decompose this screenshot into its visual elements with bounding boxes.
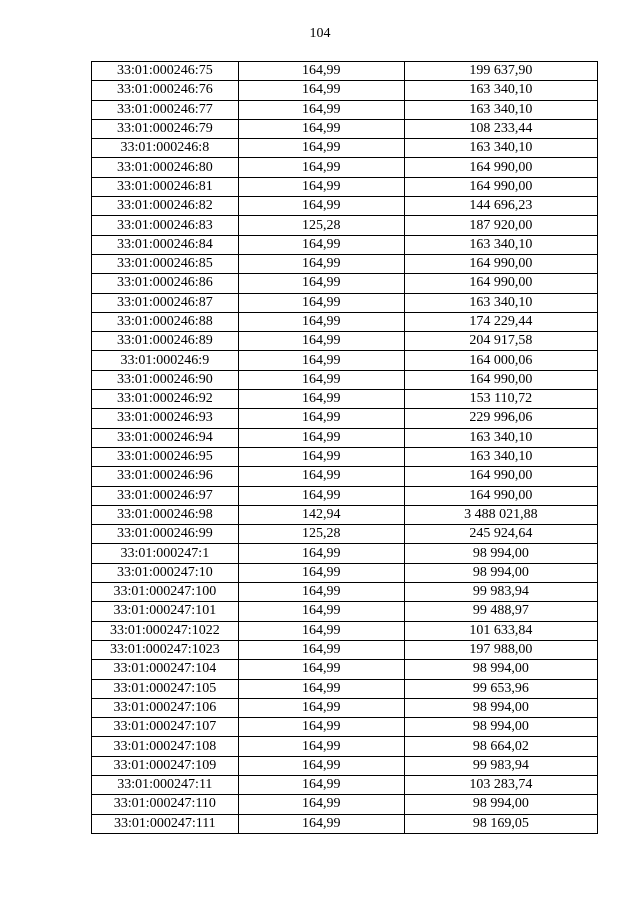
value-cell: 101 633,84 [404, 621, 597, 640]
cadastral-number-cell: 33:01:000247:108 [92, 737, 239, 756]
rate-cell: 164,99 [238, 660, 404, 679]
table-row [92, 563, 598, 582]
table-row [92, 718, 598, 737]
value-cell: 197 988,00 [404, 640, 597, 659]
value-cell: 163 340,10 [404, 81, 597, 100]
value-cell: 98 994,00 [404, 563, 597, 582]
cadastral-number-cell: 33:01:000247:10 [92, 563, 239, 582]
cadastral-number-cell: 33:01:000246:84 [92, 235, 239, 254]
rate-cell: 164,99 [238, 158, 404, 177]
cadastral-number-cell: 33:01:000247:109 [92, 756, 239, 775]
rate-cell: 164,99 [238, 235, 404, 254]
cadastral-number-cell: 33:01:000246:9 [92, 351, 239, 370]
cadastral-table [91, 61, 598, 834]
value-cell: 144 696,23 [404, 197, 597, 216]
rate-cell: 164,99 [238, 177, 404, 196]
rate-cell: 164,99 [238, 62, 404, 81]
rate-cell: 164,99 [238, 390, 404, 409]
cadastral-number-cell: 33:01:000246:83 [92, 216, 239, 235]
value-cell: 153 110,72 [404, 390, 597, 409]
rate-cell: 164,99 [238, 775, 404, 794]
rate-cell: 164,99 [238, 100, 404, 119]
value-cell: 98 994,00 [404, 660, 597, 679]
rate-cell: 164,99 [238, 312, 404, 331]
table-row [92, 409, 598, 428]
table-row [92, 81, 598, 100]
value-cell: 199 637,90 [404, 62, 597, 81]
rate-cell: 164,99 [238, 447, 404, 466]
table-row [92, 583, 598, 602]
value-cell: 163 340,10 [404, 235, 597, 254]
rate-cell: 164,99 [238, 814, 404, 833]
cadastral-number-cell: 33:01:000247:11 [92, 775, 239, 794]
cadastral-number-cell: 33:01:000247:105 [92, 679, 239, 698]
cadastral-number-cell: 33:01:000247:107 [92, 718, 239, 737]
cadastral-number-cell: 33:01:000247:104 [92, 660, 239, 679]
rate-cell: 164,99 [238, 409, 404, 428]
cadastral-number-cell: 33:01:000246:93 [92, 409, 239, 428]
value-cell: 174 229,44 [404, 312, 597, 331]
table-row [92, 467, 598, 486]
rate-cell: 164,99 [238, 621, 404, 640]
value-cell: 164 990,00 [404, 370, 597, 389]
rate-cell: 164,99 [238, 698, 404, 717]
rate-cell: 164,99 [238, 640, 404, 659]
rate-cell: 164,99 [238, 274, 404, 293]
rate-cell: 164,99 [238, 428, 404, 447]
cadastral-number-cell: 33:01:000246:8 [92, 139, 239, 158]
value-cell: 3 488 021,88 [404, 505, 597, 524]
cadastral-number-cell: 33:01:000246:96 [92, 467, 239, 486]
cadastral-number-cell: 33:01:000247:110 [92, 795, 239, 814]
table-row [92, 197, 598, 216]
value-cell: 164 990,00 [404, 467, 597, 486]
table-row [92, 235, 598, 254]
value-cell: 99 983,94 [404, 583, 597, 602]
value-cell: 245 924,64 [404, 525, 597, 544]
table-row [92, 428, 598, 447]
rate-cell: 164,99 [238, 119, 404, 138]
table-row [92, 274, 598, 293]
cadastral-number-cell: 33:01:000246:86 [92, 274, 239, 293]
cadastral-number-cell: 33:01:000246:99 [92, 525, 239, 544]
value-cell: 98 994,00 [404, 718, 597, 737]
table-row [92, 351, 598, 370]
table-body [92, 62, 598, 834]
value-cell: 103 283,74 [404, 775, 597, 794]
page-number: 104 [309, 26, 331, 41]
value-cell: 164 000,06 [404, 351, 597, 370]
value-cell: 164 990,00 [404, 486, 597, 505]
table-row [92, 814, 598, 833]
table-row [92, 640, 598, 659]
table-row [92, 370, 598, 389]
value-cell: 163 340,10 [404, 100, 597, 119]
rate-cell: 164,99 [238, 332, 404, 351]
cadastral-number-cell: 33:01:000247:100 [92, 583, 239, 602]
table-row [92, 737, 598, 756]
rate-cell: 164,99 [238, 756, 404, 775]
table-row [92, 544, 598, 563]
table-row [92, 505, 598, 524]
table-row [92, 602, 598, 621]
cadastral-number-cell: 33:01:000246:92 [92, 390, 239, 409]
table-row [92, 62, 598, 81]
table-row [92, 775, 598, 794]
value-cell: 204 917,58 [404, 332, 597, 351]
table-row [92, 756, 598, 775]
table-row [92, 100, 598, 119]
value-cell: 98 994,00 [404, 698, 597, 717]
table-row [92, 216, 598, 235]
cadastral-number-cell: 33:01:000246:77 [92, 100, 239, 119]
table-row [92, 254, 598, 273]
cadastral-number-cell: 33:01:000246:89 [92, 332, 239, 351]
rate-cell: 164,99 [238, 370, 404, 389]
rate-cell: 164,99 [238, 351, 404, 370]
rate-cell: 125,28 [238, 525, 404, 544]
rate-cell: 164,99 [238, 254, 404, 273]
value-cell: 98 169,05 [404, 814, 597, 833]
table-row [92, 698, 598, 717]
cadastral-number-cell: 33:01:000246:95 [92, 447, 239, 466]
rate-cell: 164,99 [238, 467, 404, 486]
table-row [92, 177, 598, 196]
cadastral-number-cell: 33:01:000246:98 [92, 505, 239, 524]
value-cell: 163 340,10 [404, 428, 597, 447]
table-row [92, 312, 598, 331]
rate-cell: 142,94 [238, 505, 404, 524]
value-cell: 163 340,10 [404, 447, 597, 466]
cadastral-number-cell: 33:01:000247:101 [92, 602, 239, 621]
cadastral-number-cell: 33:01:000247:1022 [92, 621, 239, 640]
rate-cell: 164,99 [238, 602, 404, 621]
rate-cell: 164,99 [238, 583, 404, 602]
rate-cell: 164,99 [238, 486, 404, 505]
value-cell: 99 488,97 [404, 602, 597, 621]
rate-cell: 164,99 [238, 197, 404, 216]
value-cell: 164 990,00 [404, 158, 597, 177]
value-cell: 164 990,00 [404, 274, 597, 293]
value-cell: 99 983,94 [404, 756, 597, 775]
rate-cell: 125,28 [238, 216, 404, 235]
cadastral-number-cell: 33:01:000246:76 [92, 81, 239, 100]
cadastral-number-cell: 33:01:000246:81 [92, 177, 239, 196]
cadastral-number-cell: 33:01:000246:79 [92, 119, 239, 138]
value-cell: 98 994,00 [404, 544, 597, 563]
cadastral-number-cell: 33:01:000246:82 [92, 197, 239, 216]
value-cell: 108 233,44 [404, 119, 597, 138]
value-cell: 229 996,06 [404, 409, 597, 428]
value-cell: 98 994,00 [404, 795, 597, 814]
table-row [92, 139, 598, 158]
cadastral-number-cell: 33:01:000246:88 [92, 312, 239, 331]
cadastral-number-cell: 33:01:000246:94 [92, 428, 239, 447]
cadastral-number-cell: 33:01:000246:80 [92, 158, 239, 177]
rate-cell: 164,99 [238, 795, 404, 814]
table-row [92, 119, 598, 138]
cadastral-number-cell: 33:01:000246:87 [92, 293, 239, 312]
cadastral-number-cell: 33:01:000247:1023 [92, 640, 239, 659]
table-row [92, 525, 598, 544]
table-row [92, 679, 598, 698]
cadastral-number-cell: 33:01:000246:75 [92, 62, 239, 81]
cadastral-number-cell: 33:01:000246:85 [92, 254, 239, 273]
rate-cell: 164,99 [238, 679, 404, 698]
cadastral-number-cell: 33:01:000247:1 [92, 544, 239, 563]
table-row [92, 447, 598, 466]
rate-cell: 164,99 [238, 81, 404, 100]
cadastral-number-cell: 33:01:000247:106 [92, 698, 239, 717]
value-cell: 99 653,96 [404, 679, 597, 698]
value-cell: 163 340,10 [404, 139, 597, 158]
cadastral-number-cell: 33:01:000247:111 [92, 814, 239, 833]
table-row [92, 795, 598, 814]
cadastral-number-cell: 33:01:000246:90 [92, 370, 239, 389]
value-cell: 187 920,00 [404, 216, 597, 235]
rate-cell: 164,99 [238, 563, 404, 582]
table-row [92, 158, 598, 177]
table-row [92, 621, 598, 640]
value-cell: 163 340,10 [404, 293, 597, 312]
rate-cell: 164,99 [238, 544, 404, 563]
rate-cell: 164,99 [238, 293, 404, 312]
rate-cell: 164,99 [238, 139, 404, 158]
table-row [92, 332, 598, 351]
cadastral-number-cell: 33:01:000246:97 [92, 486, 239, 505]
table-row [92, 660, 598, 679]
table-row [92, 486, 598, 505]
table-row [92, 390, 598, 409]
table-row [92, 293, 598, 312]
value-cell: 164 990,00 [404, 254, 597, 273]
rate-cell: 164,99 [238, 718, 404, 737]
rate-cell: 164,99 [238, 737, 404, 756]
value-cell: 164 990,00 [404, 177, 597, 196]
value-cell: 98 664,02 [404, 737, 597, 756]
